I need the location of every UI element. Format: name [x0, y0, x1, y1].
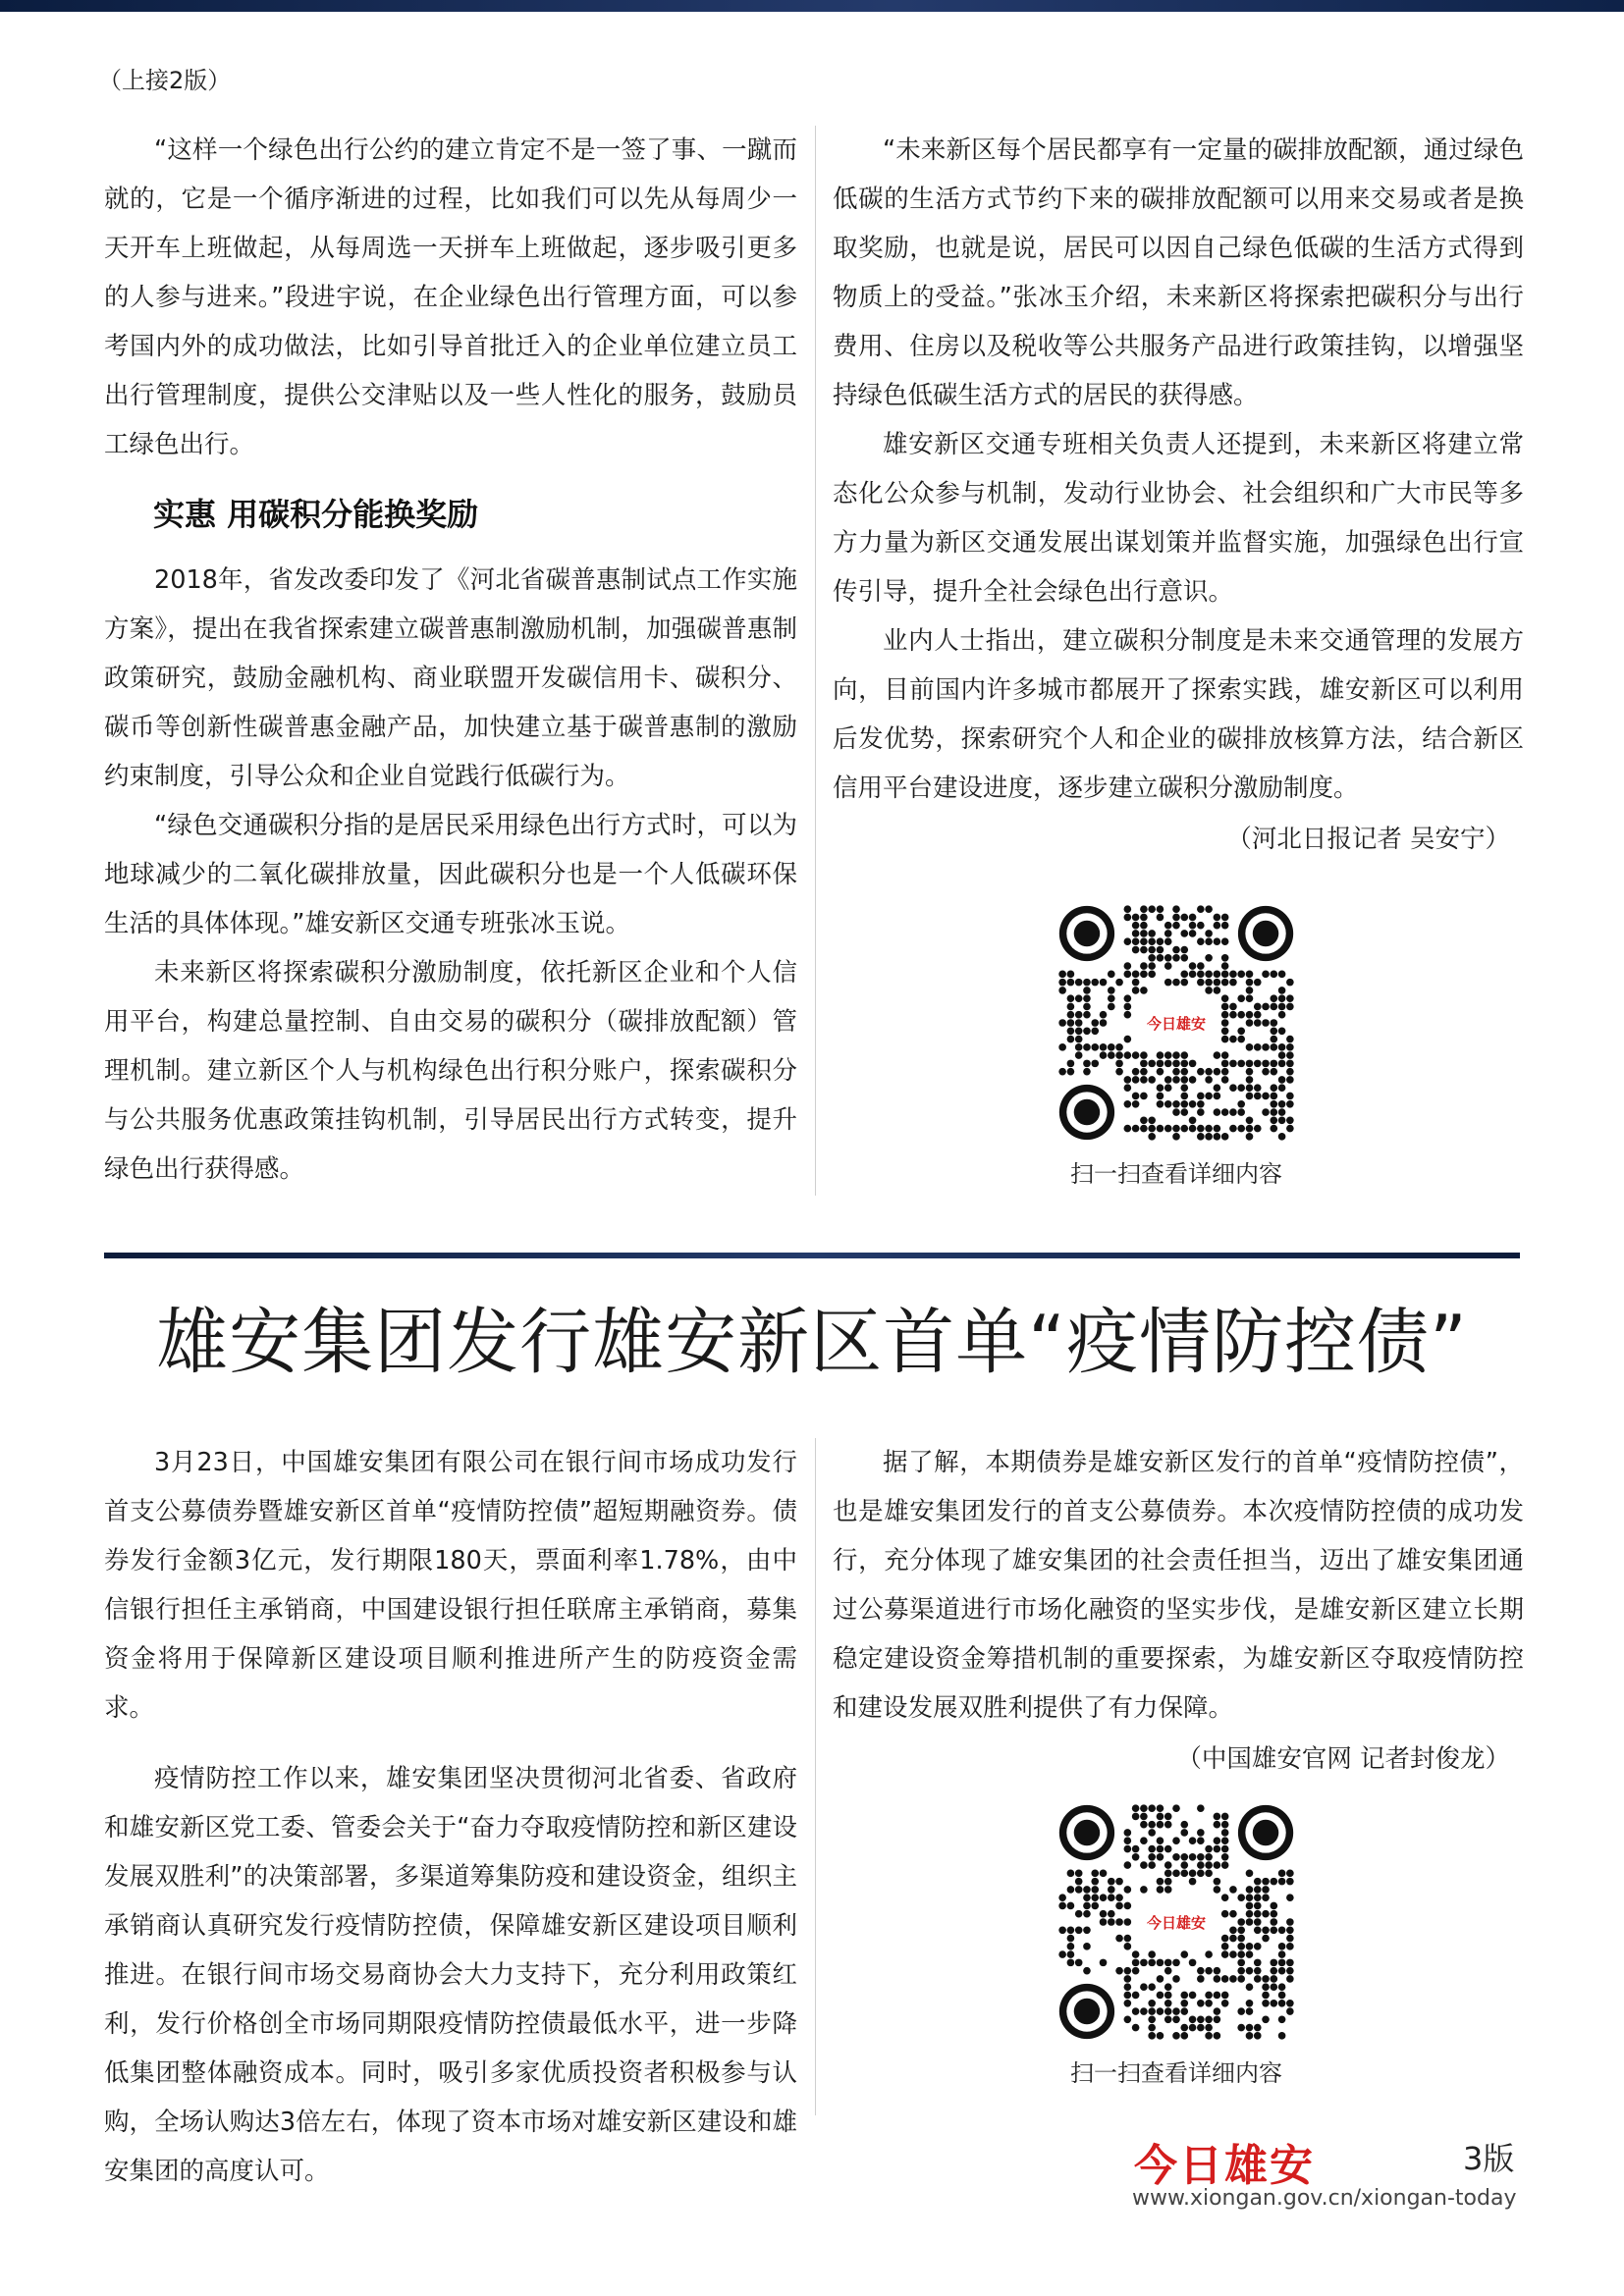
site-url[interactable]: www.xiongan.gov.cn/xiongan-today	[1132, 2186, 1517, 2211]
paragraph: 3月23日，中国雄安集团有限公司在银行间市场成功发行首支公募债券暨雄安新区首单“疫情防控债”超短期融资券。债券发行金额3亿元，发行期限180天，票面利率1.78%，由中信银行担任主承销商，中国建设银行担任联席主承销商，募集资金将用于保障新区建设项目顺利推进所产生的防疫资金需求。	[104, 1448, 797, 1723]
qr-caption: 扫一扫查看详细内容	[1070, 2059, 1282, 2087]
paragraph: 未来新区将探索碳积分激励制度，依托新区企业和个人信用平台，构建总量控制、自由交易的碳积分（碳排放配额）管理机制。建立新区个人与机构绿色出行积分账户，探索碳积分与公共服务优惠政策挂钩机制，引导居民出行方式转变，提升绿色出行获得感。	[104, 958, 797, 1184]
column-divider	[815, 126, 816, 1196]
svg-text:今日雄安: 今日雄安	[1146, 1914, 1207, 1932]
paragraph: 据了解，本期债券是雄安新区发行的首单“疫情防控债”，也是雄安集团发行的首支公募债券。本次疫情防控债的成功发行，充分体现了雄安集团的社会责任担当，迈出了雄安集团通过公募渠道进行市场化融资的坚实步伐，是雄安新区建立长期稳定建设资金筹措机制的重要探索，为雄安新区夺取疫情防控和建设发展双胜利提供了有力保障。	[833, 1448, 1524, 1723]
masthead-logo: 今日雄安	[1134, 2141, 1315, 2191]
paragraph: 雄安新区交通专班相关负责人还提到，未来新区将建立常态化公众参与机制，发动行业协会、社会组织和广大市民等多方力量为新区交通发展出谋划策并监督实施，加强绿色出行宣传引导，提升全社会绿色出行意识。	[833, 430, 1524, 607]
svg-text:今日雄安: 今日雄安	[1146, 1015, 1207, 1033]
paragraph: 业内人士指出，建立碳积分制度是未来交通管理的发展方向，目前国内许多城市都展开了探索实践，雄安新区可以利用后发优势，探索研究个人和企业的碳排放核算方法，结合新区信用平台建设进度，逐步建立碳积分激励制度。	[833, 626, 1524, 803]
byline: （中国雄安官网 记者封俊龙）	[1176, 1744, 1510, 1774]
qr-code-icon[interactable]	[1058, 905, 1294, 1141]
paragraph: 疫情防控工作以来，雄安集团坚决贯彻河北省委、省政府和雄安新区党工委、管委会关于“奋力夺取疫情防控和新区建设发展双胜利”的决策部署，多渠道筹集防疫和建设资金，组织主承销商认真研究发行疫情防控债，保障雄安新区建设项目顺利推进。在银行间市场交易商协会大力支持下，充分利用政策红利，发行价格创全市场同期限疫情防控债最低水平，进一步降低集团整体融资成本。同时，吸引多家优质投资者积极参与认购，全场认购达3倍左右，体现了资本市场对雄安新区建设和雄安集团的高度认可。	[104, 1764, 797, 2186]
continuation-note: （上接2版）	[98, 67, 232, 94]
article1-right-column	[833, 126, 1524, 864]
paragraph: 2018年，省发改委印发了《河北省碳普惠制试点工作实施方案》，提出在我省探索建立碳普惠制激励机制，加强碳普惠制政策研究，鼓励金融机构、商业联盟开发碳信用卡、碳积分、碳币等创新性碳普惠金融产品，加快建立基于碳普惠制的激励约束制度，引导公众和企业自觉践行低碳行为。	[104, 565, 797, 791]
paragraph: “这样一个绿色出行公约的建立肯定不是一签了事、一蹴而就的，它是一个循序渐进的过程，比如我们可以先从每周少一天开车上班做起，从每周选一天拼车上班做起，逐步吸引更多的人参与进来。”段进宇说，在企业绿色出行管理方面，可以参考国内外的成功做法，比如引导首批迁入的企业单位建立员工出行管理制度，提供公交津贴以及一些人性化的服务，鼓励员工绿色出行。	[104, 135, 797, 459]
byline: （河北日报记者 吴安宁）	[1226, 825, 1510, 854]
paragraph: “绿色交通碳积分指的是居民采用绿色出行方式时，可以为地球减少的二氧化碳排放量，因此碳积分也是一个人低碳环保生活的具体体现。”雄安新区交通专班张冰玉说。	[104, 811, 797, 938]
qr-caption: 扫一扫查看详细内容	[1070, 1160, 1282, 1188]
article2-headline: 雄安集团发行雄安新区首单“疫情防控债”	[156, 1301, 1468, 1384]
qr-block-2	[1029, 1804, 1324, 2088]
page-number: 3版	[1463, 2140, 1515, 2177]
article2-left-column	[104, 1438, 797, 2196]
column-divider	[815, 1438, 816, 2115]
paragraph: “未来新区每个居民都享有一定量的碳排放配额，通过绿色低碳的生活方式节约下来的碳排放配额可以用来交易或者是换取奖励，也就是说，居民可以因自己绿色低碳的生活方式得到物质上的受益。”张冰玉介绍，未来新区将探索把碳积分与出行费用、住房以及税收等公共服务产品进行政策挂钩，以增强坚持绿色低碳生活方式的居民的获得感。	[833, 135, 1524, 410]
section-subhead: 实惠 用碳积分能换奖励	[153, 496, 479, 533]
article1-left-column	[104, 126, 797, 1194]
top-banner-bar	[0, 0, 1624, 12]
qr-block-1	[1029, 905, 1324, 1189]
qr-code-icon[interactable]	[1058, 1804, 1294, 2040]
section-divider	[104, 1253, 1520, 1258]
article2-right-column	[833, 1438, 1524, 1784]
